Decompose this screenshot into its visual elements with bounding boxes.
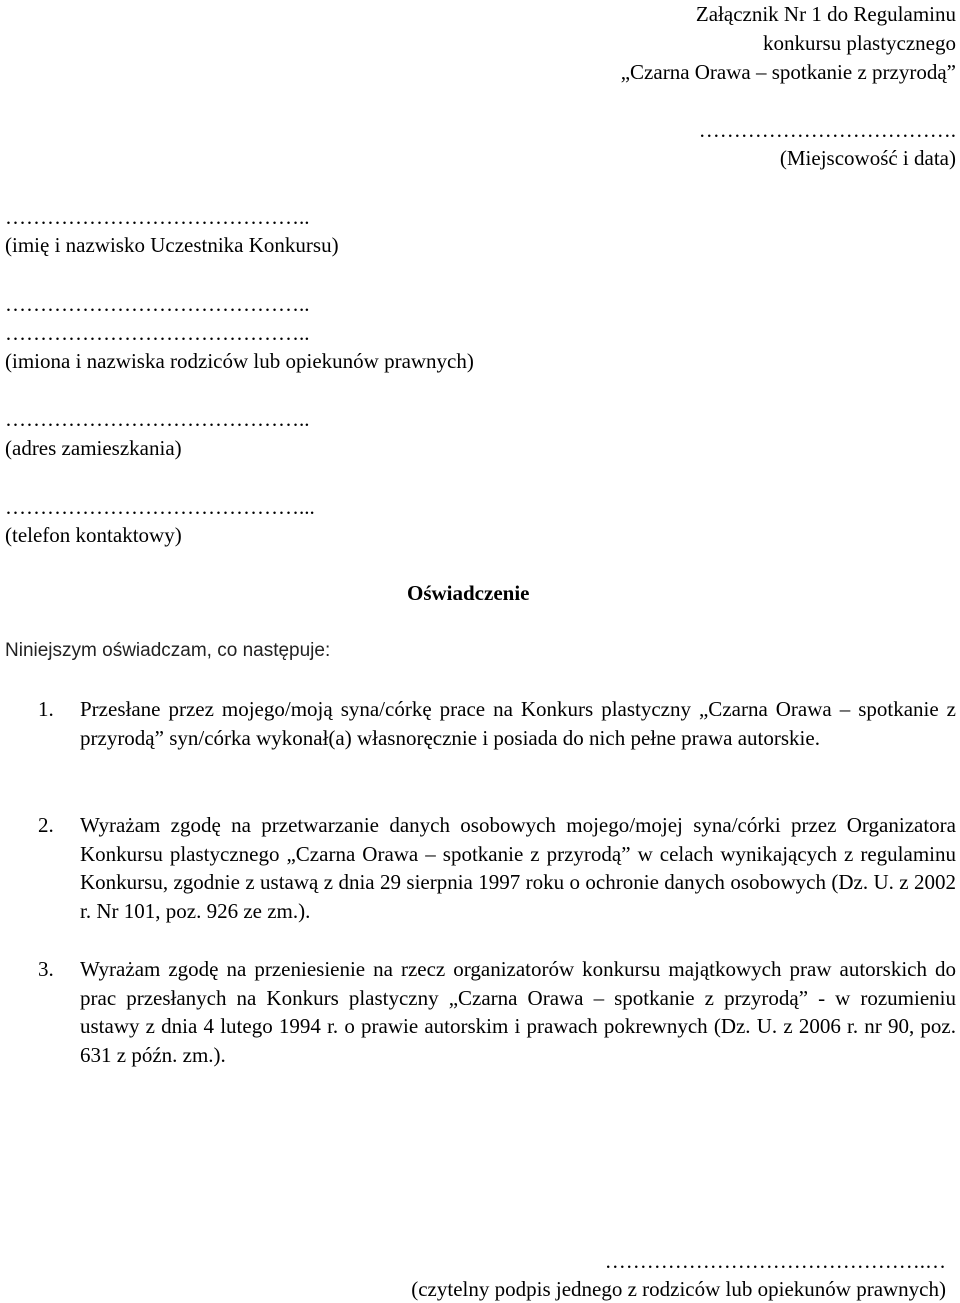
- item-text: Przesłane przez mojego/moją syna/córkę prace na Konkurs plastyczny „Czarna Orawa – spotkanie z przyrodą” syn/córka wykonał(a) własnoręcznie i posiada do nich pełne prawa autorskie.: [80, 697, 956, 750]
- signature-label: (czytelny podpis jednego z rodziców lub opiekunów prawnych): [411, 1277, 946, 1301]
- declaration-item-1: [38, 695, 956, 752]
- place-date-label: (Miejscowość i data): [779, 146, 956, 170]
- intro-text: Niniejszym oświadczam, co następuje:: [5, 640, 331, 661]
- parents-dots-1: ……………………………………..: [5, 292, 310, 316]
- place-date-dots: ……………………………….: [698, 118, 956, 142]
- participant-label: (imię i nazwisko Uczestnika Konkursu): [5, 233, 339, 257]
- annex-line-3: „Czarna Orawa – spotkanie z przyrodą”: [620, 60, 956, 84]
- signature-dots: ……………………………………….…: [604, 1249, 946, 1273]
- item-number: 3.: [38, 957, 54, 981]
- phone-dots: ……………………………………...: [5, 495, 315, 519]
- address-label: (adres zamieszkania): [5, 436, 182, 460]
- annex-line-2: konkursu plastycznego: [762, 31, 956, 55]
- declaration-item-2: [38, 811, 956, 925]
- parents-dots-2: ……………………………………..: [5, 321, 310, 345]
- participant-dots: ……………………………………..: [5, 205, 310, 229]
- annex-line-1: Załącznik Nr 1 do Regulaminu: [695, 2, 956, 26]
- parents-label: (imiona i nazwiska rodziców lub opiekunów prawnych): [5, 349, 474, 373]
- document-title: Oświadczenie: [407, 581, 530, 605]
- phone-label: (telefon kontaktowy): [5, 523, 182, 547]
- item-number: 1.: [38, 697, 54, 721]
- item-number: 2.: [38, 813, 54, 837]
- address-dots: ……………………………………..: [5, 407, 310, 431]
- item-text: Wyrażam zgodę na przetwarzanie danych osobowych mojego/mojej syna/córki przez Organizatora Konkursu plastycznego „Czarna Orawa – spotkanie z przyrodą” w celach wynikających z regulaminu Konkursu, zgodnie z ustawą z dnia 29 sierpnia 1997 roku o ochronie danych osobowych (Dz. U. z 2002 r. Nr 101, poz. 926 ze zm.).: [80, 813, 956, 923]
- item-text: Wyrażam zgodę na przeniesienie na rzecz organizatorów konkursu majątkowych praw autorskich do prac przesłanych na Konkurs plastyczny „Czarna Orawa – spotkanie z przyrodą” - w rozumieniu ustawy z dnia 4 lutego 1994 r. o prawie autorskim i prawach pokrewnych (Dz. U. z 2006 r. nr 90, poz. 631 z późn. zm.).: [80, 957, 956, 1067]
- declaration-item-3: [38, 955, 956, 1069]
